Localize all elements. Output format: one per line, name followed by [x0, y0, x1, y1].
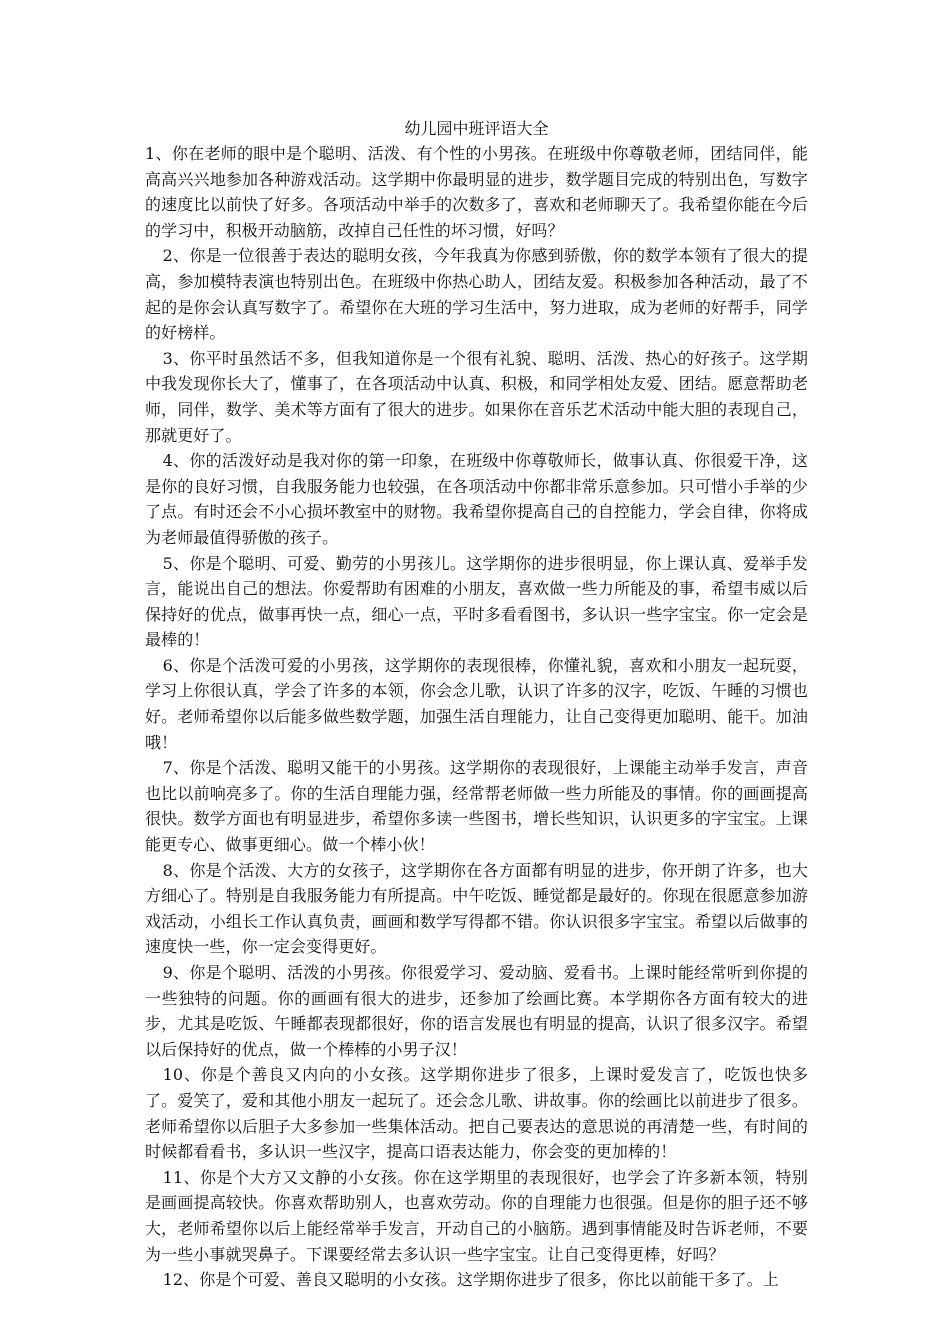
- document-page: [145, 117, 808, 1293]
- comment-paragraph-8: 8、你是个活泼、大方的女孩子，这学期你在各方面都有明显的进步，你开朗了许多，也大方细心了。特别是自我服务能力有所提高。中午吃饭、睡觉都是最好的。你现在很愿意参加游戏活动，小组长工作认真负责，画画和数学写得都不错。你认识很多字宝宝。希望以后做事的速度快一些，你一定会变得更好。: [145, 860, 808, 957]
- comment-paragraph-7: 7、你是个活泼、聪明又能干的小男孩。这学期你的表现很好，上课能主动举手发言，声音也比以前响亮多了。你的生活自理能力强，经常帮老师做一些力所能及的事情。你的画画提高很快。数学方面也有明显进步，希望你多读一些图书，增长些知识，认识更多的字宝宝。上课能更专心、做事更细心。做一个棒小伙！: [145, 758, 808, 855]
- comment-paragraph-10: 10、你是个善良又内向的小女孩。这学期你进步了很多，上课时爱发言了，吃饭也快多了。爱笑了，爱和其他小朋友一起玩了。还会念儿歌、讲故事。你的绘画比以前进步了很多。老师希望你以后胆子大多参加一些集体活动。把自己要表达的意思说的再清楚一些，有时间的时候都看看书，多认识一些汉字，提高口语表达能力，你会变的更加棒的！: [145, 1065, 808, 1162]
- comment-paragraph-9: 9、你是个聪明、活泼的小男孩。你很爱学习、爱动脑、爱看书。上课时能经常听到你提的一些独特的问题。你的画画有很大的进步，还参加了绘画比赛。本学期你各方面有较大的进步，尤其是吃饭、午睡都表现都很好，你的语言发展也有明显的提高，认识了很多汉字。希望以后保持好的优点，做一个棒棒的小男子汉！: [145, 963, 808, 1059]
- comment-paragraph-1: 1、你在老师的眼中是个聪明、活泼、有个性的小男孩。在班级中你尊敬老师，团结同伴，能高高兴兴地参加各种游戏活动。这学期中你最明显的进步，数学题目完成的特别出色，写数字的速度比以前快了好多。各项活动中举手的次数多了，喜欢和老师聊天了。我希望你能在今后的学习中，积极开动脑筋，改掉自己任性的坏习惯，好吗？: [145, 144, 808, 240]
- comment-paragraph-5: 5、你是个聪明、可爱、勤劳的小男孩儿。这学期你的进步很明显，你上课认真、爱举手发言，能说出自己的想法。你爱帮助有困难的小朋友，喜欢做一些力所能及的事，希望韦威以后保持好的优点，做事再快一点，细心一点，平时多看看图书，多认识一些字宝宝。你一定会是最棒的！: [145, 553, 808, 650]
- comment-paragraph-12: 12、你是个可爱、善良又聪明的小女孩。这学期你进步了很多，你比以前能干多了。上: [162, 1270, 779, 1290]
- comment-paragraph-6: 6、你是个活泼可爱的小男孩，这学期你的表现很棒，你懂礼貌，喜欢和小朋友一起玩耍，学习上你很认真，学会了许多的本领，你会念儿歌，认识了许多的汉字，吃饭、午睡的习惯也好。老师希望你以后能多做些数学题，加强生活自理能力，让自己变得更加聪明、能干。加油哦！: [145, 655, 808, 752]
- comment-paragraph-2: 2、你是一位很善于表达的聪明女孩，今年我真为你感到骄傲，你的数学本领有了很大的提高，参加模特表演也特别出色。在班级中你热心助人，团结友爱。积极参加各种活动，最了不起的是你会认真写数字了。希望你在大班的学习生活中，努力进取，成为老师的好帮手，同学的好榜样。: [145, 246, 808, 343]
- comment-paragraph-4: 4、你的活泼好动是我对你的第一印象，在班级中你尊敬师长，做事认真、你很爱干净，这是你的良好习惯，自我服务能力也较强，在各项活动中你都非常乐意参加。只可惜小手举的少了点。有时还会不小心损坏教室中的财物。我希望你提高自己的自控能力，学会自律，你将成为老师最值得骄傲的孩子。: [145, 451, 808, 547]
- document-title: 幼儿园中班评语大全: [404, 119, 549, 138]
- comment-paragraph-3: 3、你平时虽然话不多，但我知道你是一个很有礼貌、聪明、活泼、热心的好孩子。这学期中我发现你长大了，懂事了，在各项活动中认真、积极，和同学相处友爱、团结。愿意帮助老师，同伴，数学、美术等方面有了很大的进步。如果你在音乐艺术活动中能大胆的表现自己，那就更好了。: [145, 348, 808, 445]
- comment-paragraph-11: 11、你是个大方又文静的小女孩。你在这学期里的表现很好，也学会了许多新本领，特别是画画提高较快。你喜欢帮助别人，也喜欢劳动。你的自理能力也很强。但是你的胆子还不够大，老师希望你以后上能经常举手发言，开动自己的小脑筋。遇到事情能及时告诉老师，不要为一些小事就哭鼻子。下课要经常去多认识一些字宝宝。让自己变得更棒，好吗？: [145, 1167, 808, 1264]
